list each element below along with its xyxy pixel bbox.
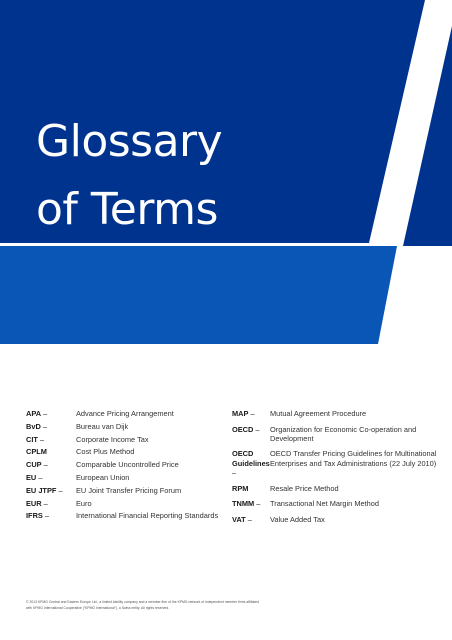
glossary-separator: – — [40, 421, 47, 431]
copyright-line-1: © 2013 KPMG Central and Eastern Europe Ltd., a limited liability company and a member firm of the KPMG network of independent member firms affiliated — [26, 600, 259, 604]
glossary-definition: Resale Price Method — [270, 483, 339, 493]
glossary-entry — [26, 473, 226, 482]
title-line-1: Glossary — [36, 116, 223, 167]
glossary-definition: European Union — [76, 472, 130, 482]
glossary-abbr: IFRS — [26, 511, 43, 521]
glossary-entry — [26, 422, 226, 431]
glossary-abbr: VAT — [232, 514, 246, 524]
glossary-column-right — [232, 409, 437, 530]
glossary-separator: – — [245, 514, 252, 524]
glossary-entry — [232, 409, 437, 418]
glossary-definition: Comparable Uncontrolled Price — [76, 460, 179, 470]
glossary-separator: – — [37, 434, 45, 444]
glossary-abbr: TNMM — [232, 499, 255, 509]
glossary-abbr: EU — [26, 472, 37, 482]
glossary-entry — [26, 511, 226, 520]
glossary-abbr: BvD — [26, 421, 41, 431]
glossary-abbr: RPM — [232, 483, 249, 493]
glossary-separator: – — [42, 511, 50, 521]
glossary-abbr: APA — [26, 409, 42, 418]
glossary-definition: Mutual Agreement Procedure — [270, 409, 367, 418]
glossary-abbr: EU JTPF — [26, 485, 57, 495]
glossary-abbr: CPLM — [26, 447, 47, 457]
glossary-definition: Bureau van Dijk — [76, 421, 129, 431]
banner-band-light — [0, 246, 397, 344]
glossary-entry — [26, 435, 226, 444]
glossary-entry — [26, 447, 226, 456]
glossary-definition: Cost Plus Method — [76, 447, 135, 457]
glossary-definition: Euro — [76, 498, 92, 508]
glossary-entry — [26, 460, 226, 469]
glossary-separator: – — [41, 409, 48, 418]
glossary-separator: – — [232, 468, 237, 478]
glossary-separator: – — [248, 409, 255, 418]
glossary-separator: – — [253, 424, 260, 434]
glossary-definition: Corporate Income Tax — [76, 434, 149, 444]
copyright-footer — [26, 600, 426, 611]
copyright-line-2: with KPMG International Cooperative ("KPMG International"), a Swiss entity. All rights reserved. — [26, 605, 170, 610]
glossary-entry — [232, 425, 437, 444]
glossary-separator: – — [41, 498, 48, 508]
glossary-definition: Advance Pricing Arrangement — [76, 409, 174, 418]
glossary-entry — [26, 486, 226, 495]
glossary-abbr: MAP — [232, 409, 249, 418]
glossary-abbr: CUP — [26, 460, 42, 470]
glossary-entry — [232, 449, 437, 477]
glossary-entry — [232, 515, 437, 524]
glossary-abbr: OECD — [232, 424, 254, 434]
glossary-entry — [232, 499, 437, 508]
glossary-separator: – — [36, 472, 43, 482]
glossary-separator: – — [254, 499, 261, 509]
glossary-entry — [26, 409, 226, 418]
glossary-definition: International Financial Reporting Standards — [76, 511, 219, 521]
glossary-abbr: OECD Guidelines — [232, 449, 270, 468]
page-title — [36, 108, 222, 244]
glossary-column-left — [26, 409, 226, 524]
glossary-entry — [26, 499, 226, 508]
glossary-separator: – — [56, 485, 63, 495]
glossary-definition: Transactional Net Margin Method — [270, 499, 379, 509]
glossary-definition: OECD Transfer Pricing Guidelines for Multinational Enterprises and Tax Administrations (22 July 2010) — [270, 449, 437, 468]
glossary-separator: – — [41, 460, 48, 470]
glossary-abbr: CIT — [26, 434, 38, 444]
glossary-entry — [232, 484, 437, 493]
glossary-definition: Organization for Economic Co-operation and Development — [270, 424, 417, 443]
glossary-abbr: EUR — [26, 498, 42, 508]
glossary-definition: Value Added Tax — [270, 514, 325, 524]
title-line-2: of Terms — [36, 184, 218, 235]
glossary-definition: EU Joint Transfer Pricing Forum — [76, 485, 182, 495]
